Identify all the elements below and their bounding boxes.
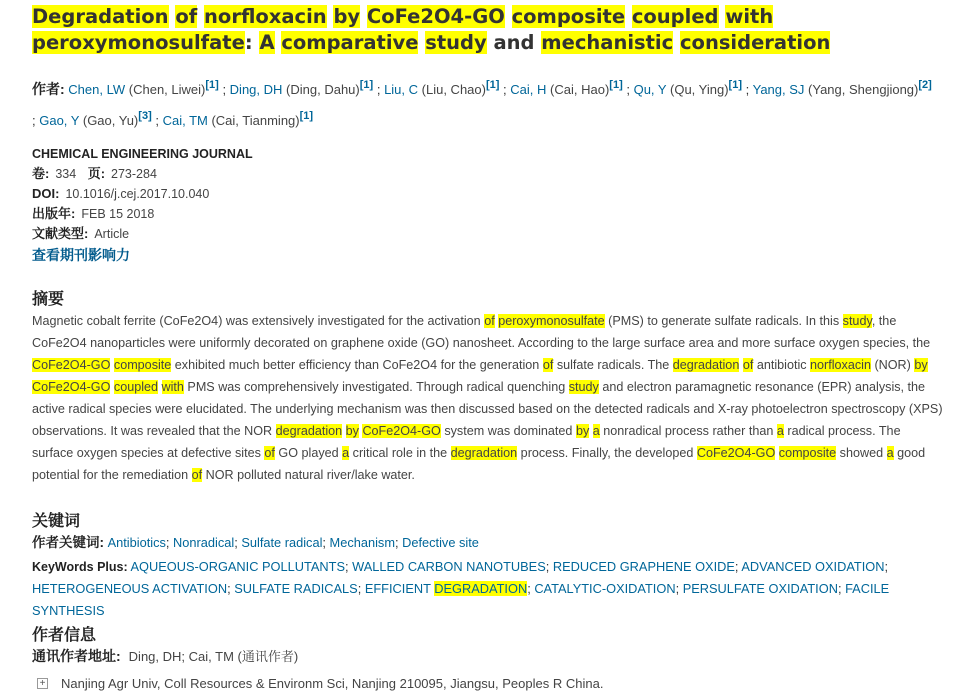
affiliation-ref-link[interactable]: [1] bbox=[728, 79, 742, 91]
volume-pages-row bbox=[32, 164, 632, 184]
title-highlighted-term: comparative bbox=[281, 31, 419, 54]
title-highlighted-term: with bbox=[725, 5, 774, 28]
author-link[interactable]: Liu, C bbox=[384, 82, 419, 97]
abstract-text: , the CoFe2O4 nanoparticles were uniformly decorated on graphene oxide (GO) nanosheet. According to the large surface area and more surface oxygen species, the bbox=[32, 314, 931, 350]
keyword-text: PERSULFATE OXIDATION bbox=[682, 581, 838, 596]
abstract-highlighted-term: of bbox=[542, 358, 554, 372]
keyword-text: EFFICIENT bbox=[364, 581, 435, 596]
keyword-plus-link[interactable] bbox=[741, 559, 884, 574]
author-full-name: (Cai, Tianming) bbox=[211, 113, 300, 128]
title-highlighted-term: by bbox=[333, 5, 361, 28]
abstract-text bbox=[158, 380, 162, 394]
journal-name: CHEMICAL ENGINEERING JOURNAL bbox=[32, 147, 253, 161]
doctype-label: 文献类型: bbox=[32, 226, 89, 241]
title-text bbox=[505, 5, 512, 28]
keyword-text: ADVANCED OXIDATION bbox=[741, 559, 885, 574]
corresponding-value: Ding, DH; Cai, TM (通讯作者) bbox=[128, 649, 299, 664]
title-highlighted-term: consideration bbox=[679, 31, 831, 54]
abstract-text: (NOR) bbox=[870, 358, 915, 372]
keyword-plus-link[interactable] bbox=[130, 559, 345, 574]
abstract-text: and electron paramagnetic resonance (EPR) analysis, the active radical species were elucidated. The underlying mechanism was then discussed based on the detected radicals and X-ray photoelectron spectroscopy (XPS) observations. It was revealed that the NOR bbox=[32, 380, 943, 438]
authors-label: 作者: bbox=[32, 81, 65, 97]
affiliation-ref-link[interactable]: [1] bbox=[205, 79, 219, 91]
author-keyword-link[interactable]: Nonradical bbox=[173, 535, 235, 550]
title-highlighted-term: study bbox=[425, 31, 487, 54]
title-highlighted-term: mechanistic bbox=[541, 31, 674, 54]
author-link[interactable]: Yang, SJ bbox=[752, 82, 805, 97]
title-highlighted-term: of bbox=[175, 5, 198, 28]
author-keyword-link[interactable]: Antibiotics bbox=[107, 535, 166, 550]
abstract-heading: 摘要 bbox=[32, 291, 65, 308]
abstract-text: showed bbox=[836, 446, 887, 460]
author-keyword-link[interactable]: Defective site bbox=[402, 535, 479, 550]
pubyear-label: 出版年: bbox=[32, 206, 76, 221]
affiliation-ref-link[interactable]: [1] bbox=[299, 110, 314, 122]
abstract-highlighted-term: by bbox=[575, 424, 590, 438]
author-link[interactable]: Cai, TM bbox=[162, 113, 208, 128]
abstract-text: Magnetic cobalt ferrite (CoFe2O4) was extensively investigated for the activation bbox=[32, 314, 485, 328]
abstract-highlighted-term: study bbox=[842, 314, 872, 328]
abstract-text: sulfate radicals. The bbox=[553, 358, 673, 372]
corresponding-label: 通讯作者地址: bbox=[32, 648, 121, 664]
affiliation-ref-number: 2 bbox=[922, 79, 929, 91]
author-link[interactable]: Cai, H bbox=[510, 82, 547, 97]
affiliation-ref-number: 3 bbox=[141, 110, 149, 122]
author-full-name: (Chen, Liwei) bbox=[128, 82, 206, 97]
keyword-plus-link[interactable] bbox=[352, 559, 546, 574]
abstract-highlighted-term: by bbox=[345, 424, 359, 438]
author-keyword-link[interactable]: Sulfate radical bbox=[241, 535, 323, 550]
source-metadata bbox=[32, 144, 632, 266]
keyword-highlighted-term: DEGRADATION bbox=[434, 581, 528, 596]
abstract-text: critical role in the bbox=[349, 446, 451, 460]
author-full-name: (Ding, Dahu) bbox=[286, 82, 360, 97]
abstract-highlighted-term: a bbox=[592, 424, 600, 438]
pages-label: 页: bbox=[87, 166, 106, 181]
keyword-text: HETEROGENEOUS ACTIVATION bbox=[32, 581, 228, 596]
keyword-plus-link[interactable] bbox=[234, 581, 358, 596]
abstract-highlighted-term: CoFe2O4-GO bbox=[696, 446, 776, 460]
affiliation-ref-link[interactable]: [1] bbox=[609, 79, 623, 91]
title-highlighted-term: norfloxacin bbox=[204, 5, 327, 28]
abstract-text: system was dominated bbox=[440, 424, 576, 438]
abstract-highlighted-term: a bbox=[776, 424, 784, 438]
abstract-highlighted-term: of bbox=[264, 446, 275, 460]
keywords-plus-row: KeyWords Plus: AQUEOUS-ORGANIC POLLUTANTS; WALLED CARBON NANOTUBES; REDUCED GRAPHENE OXIDE; ADVANCED OXIDATION; HETEROGENEOUS ACTIVATION; SULFATE RADICALS; EFFICIENT DEGRADATION; CATALYTIC-OXIDATION; PERSULFATE OXIDATION; FACILE SYNTHESIS bbox=[32, 559, 890, 618]
author-info-heading: 作者信息 bbox=[32, 627, 97, 644]
title-highlighted-term: coupled bbox=[631, 5, 719, 28]
author-keyword-link[interactable]: Mechanism bbox=[329, 535, 395, 550]
title-text: and bbox=[486, 31, 542, 54]
affiliation-ref-number: 1 bbox=[363, 79, 370, 91]
abstract-highlighted-term: coupled bbox=[113, 380, 159, 394]
pubyear-value: FEB 15 2018 bbox=[81, 207, 155, 221]
abstract-text: NOR polluted natural river/lake water. bbox=[202, 468, 415, 482]
keyword-text: FACILE SYNTHESIS bbox=[32, 581, 890, 618]
author-list: 作者: Chen, LW (Chen, Liwei)[1] ; Ding, DH (Ding, Dahu)[1] ; Liu, C (Liu, Chao)[1] ; Cai, H (Cai, Hao)[1] ; Qu, Y (Qu, Ying)[1] ; Yang, SJ (Yang, Shengjiong)[2] ; Gao, Y (Gao, Yu)[3] ; Cai, TM (Cai, Tianming)[1] bbox=[32, 79, 932, 128]
title-highlighted-term: peroxymonosulfate bbox=[32, 31, 245, 54]
abstract-highlighted-term: degradation bbox=[275, 424, 343, 438]
doi-label: DOI: bbox=[32, 186, 60, 201]
doctype-value: Article bbox=[94, 227, 130, 241]
author-link[interactable]: Chen, LW bbox=[68, 82, 126, 97]
article-title bbox=[32, 4, 932, 56]
abstract-text: GO played bbox=[274, 446, 343, 460]
keyword-text: SULFATE RADICALS bbox=[234, 581, 358, 596]
affiliation-ref-number: 1 bbox=[732, 79, 739, 91]
abstract-highlighted-term: a bbox=[886, 446, 894, 460]
author-keywords-label: 作者关键词: bbox=[32, 535, 104, 550]
author-full-name: (Liu, Chao) bbox=[421, 82, 486, 97]
title-highlighted-term: CoFe2O4-GO bbox=[366, 5, 505, 28]
author-link[interactable]: Ding, DH bbox=[229, 82, 283, 97]
abstract-highlighted-term: CoFe2O4-GO bbox=[32, 358, 111, 372]
abstract-text bbox=[32, 310, 944, 486]
author-full-name: (Cai, Hao) bbox=[550, 82, 610, 97]
abstract-text: antibiotic bbox=[753, 358, 811, 372]
address-row bbox=[37, 676, 603, 691]
address-text: Nanjing Agr Univ, Coll Resources & Environm Sci, Nanjing 210095, Jiangsu, Peoples R China. bbox=[61, 676, 604, 691]
keyword-plus-link[interactable] bbox=[534, 581, 675, 596]
pubyear-row bbox=[32, 204, 632, 224]
author-full-name: (Gao, Yu) bbox=[82, 113, 139, 128]
abstract-highlighted-term: of bbox=[742, 358, 754, 372]
abstract-text: radical process. The surface oxygen species at defective sites bbox=[32, 424, 901, 460]
abstract-highlighted-term: by bbox=[914, 358, 928, 372]
abstract-highlighted-term: with bbox=[161, 380, 184, 394]
expand-address-icon[interactable]: + bbox=[37, 678, 48, 689]
affiliation-ref-number: 1 bbox=[612, 79, 620, 91]
doctype-row bbox=[32, 224, 632, 244]
author-full-name: (Yang, Shengjiong) bbox=[808, 82, 919, 97]
corresponding-address-row bbox=[32, 646, 298, 666]
abstract-text: PMS was comprehensively investigated. Through radical quenching bbox=[183, 380, 569, 394]
author-keywords-row: 作者关键词: Antibiotics; Nonradical; Sulfate radical; Mechanism; Defective site bbox=[32, 535, 479, 550]
volume-label: 卷: bbox=[32, 166, 50, 181]
abstract-text: good potential for the remediation bbox=[32, 446, 926, 482]
affiliation-ref-link[interactable]: [1] bbox=[359, 79, 374, 91]
author-link[interactable]: Qu, Y bbox=[633, 82, 667, 97]
volume-value: 334 bbox=[55, 167, 77, 181]
title-highlighted-term: Degradation bbox=[32, 5, 169, 28]
doi-row bbox=[32, 184, 632, 204]
affiliation-ref-link[interactable]: [2] bbox=[918, 79, 932, 91]
affiliation-ref-link[interactable]: [1] bbox=[485, 79, 500, 91]
affiliation-ref-number: 1 bbox=[489, 79, 496, 91]
affiliation-ref-number: 1 bbox=[303, 110, 310, 122]
title-text: : bbox=[244, 31, 260, 54]
abstract-highlighted-term: peroxymonosulfate bbox=[498, 314, 605, 328]
keyword-text: CATALYTIC-OXIDATION bbox=[534, 581, 676, 596]
abstract-text: exhibited much better efficiency than CoFe2O4 for the generation bbox=[171, 358, 543, 372]
keyword-plus-link[interactable] bbox=[553, 559, 735, 574]
author-full-name: (Qu, Ying) bbox=[670, 82, 729, 97]
abstract-highlighted-term: composite bbox=[778, 446, 837, 460]
abstract-highlighted-term: study bbox=[568, 380, 599, 394]
keyword-plus-link[interactable] bbox=[683, 581, 838, 596]
keyword-text: REDUCED GRAPHENE OXIDE bbox=[552, 559, 735, 574]
abstract-highlighted-term: CoFe2O4-GO bbox=[32, 380, 111, 394]
affiliation-ref-number: 1 bbox=[209, 79, 216, 91]
keyword-plus-link[interactable] bbox=[365, 581, 527, 596]
title-text bbox=[673, 31, 680, 54]
title-text bbox=[625, 5, 632, 28]
keywords-heading: 关键词 bbox=[32, 513, 81, 530]
abstract-highlighted-term: a bbox=[342, 446, 350, 460]
abstract-highlighted-term: CoFe2O4-GO bbox=[362, 424, 441, 438]
keywords-plus-label: KeyWords Plus: bbox=[32, 560, 128, 574]
title-highlighted-term: composite bbox=[511, 5, 626, 28]
abstract-highlighted-term: of bbox=[484, 314, 495, 328]
abstract-text: process. Finally, the developed bbox=[517, 446, 697, 460]
doi-value: 10.1016/j.cej.2017.10.040 bbox=[65, 187, 210, 201]
keyword-plus-link[interactable] bbox=[32, 581, 227, 596]
keyword-text: AQUEOUS-ORGANIC POLLUTANTS bbox=[130, 559, 345, 574]
abstract-text: nonradical process rather than bbox=[599, 424, 777, 438]
title-text bbox=[360, 5, 367, 28]
abstract-highlighted-term: composite bbox=[113, 358, 172, 372]
abstract-highlighted-term: norfloxacin bbox=[810, 358, 871, 372]
journal-impact-link[interactable]: 查看期刊影响力 bbox=[32, 247, 130, 263]
abstract-highlighted-term: degradation bbox=[450, 446, 518, 460]
pages-value: 273-284 bbox=[111, 167, 157, 181]
keyword-text: WALLED CARBON NANOTUBES bbox=[352, 559, 546, 574]
affiliation-ref-link[interactable]: [3] bbox=[138, 110, 152, 122]
author-link[interactable]: Gao, Y bbox=[39, 113, 80, 128]
abstract-highlighted-term: degradation bbox=[672, 358, 740, 372]
title-highlighted-term: A bbox=[259, 31, 275, 54]
abstract-text: (PMS) to generate sulfate radicals. In this bbox=[604, 314, 843, 328]
abstract-highlighted-term: of bbox=[191, 468, 203, 482]
